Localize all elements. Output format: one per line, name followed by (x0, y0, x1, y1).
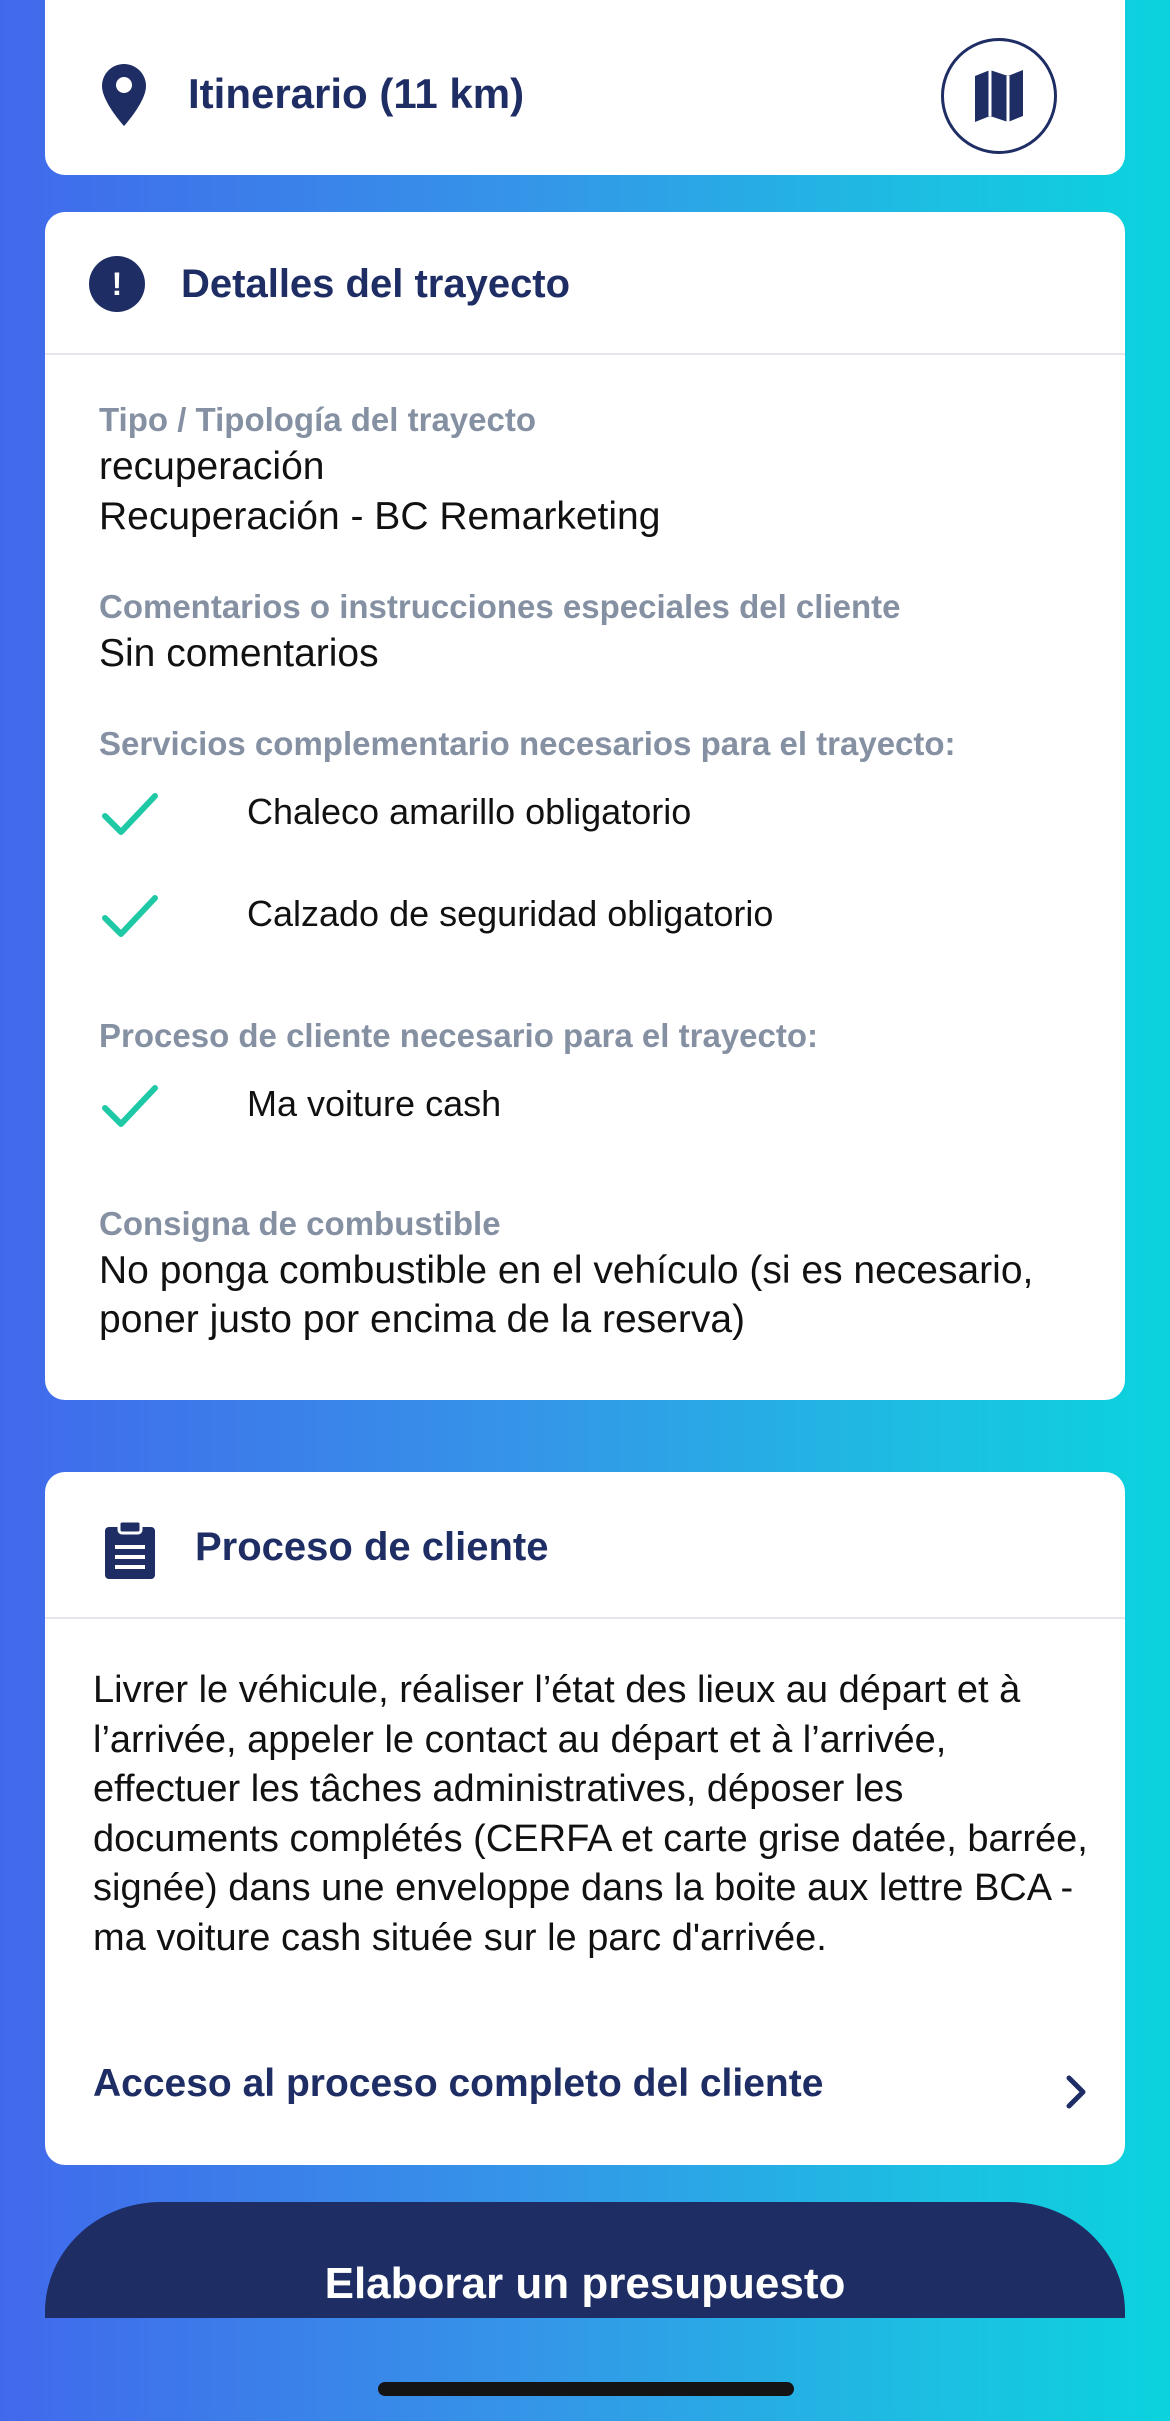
client-process-description: Livrer le véhicule, réaliser l’état des lieux au départ et à l’arrivée, appeler le contact au départ et à l’arrivée, effectuer les tâches administratives, déposer les documents complétés (CERFA et carte grise datée, barrée, signée) dans une enveloppe dans la boite aux lettre BCA - ma voiture cash située sur le parc d'arrivée. (93, 1669, 1088, 1959)
services-label: Servicios complementario necesarios para el trayecto: (99, 725, 956, 762)
comments-value: Sin comentarios (99, 632, 379, 675)
trip-details-title: Detalles del trayecto (181, 262, 571, 306)
full-client-process-link-label: Acceso al proceso completo del cliente (93, 2062, 824, 2105)
client-process-item-label: Ma voiture cash (247, 1083, 502, 1124)
client-process-label: Proceso de cliente necesario para el trayecto: (99, 1017, 818, 1054)
fuel-label: Consigna de combustible (99, 1205, 501, 1242)
client-process-card (45, 1472, 1125, 2165)
check-icon (99, 1080, 161, 1132)
create-quote-button[interactable]: Elaborar un presupuesto (45, 2202, 1125, 2318)
map-button[interactable] (941, 38, 1057, 154)
client-process-title: Proceso de cliente (195, 1525, 549, 1569)
fuel-value-line2: poner justo por encima de la reserva) (99, 1298, 745, 1341)
service-item-label: Calzado de seguridad obligatorio (247, 893, 774, 934)
route-label[interactable]: Itinerario (11 km) (188, 70, 525, 117)
chevron-right-icon (1063, 2072, 1091, 2112)
trip-type-subvalue: Recuperación - BC Remarketing (99, 495, 661, 538)
home-indicator[interactable] (378, 2382, 794, 2396)
client-process-header (45, 1472, 1125, 1619)
route-card (45, 0, 1125, 175)
clipboard-icon (101, 1519, 159, 1581)
fuel-value-line1: No ponga combustible en el vehículo (si es necesario, (99, 1249, 1034, 1292)
check-icon (99, 788, 161, 840)
map-icon (973, 68, 1025, 124)
location-pin-icon (100, 62, 148, 128)
list-item (99, 784, 999, 844)
comments-label: Comentarios o instrucciones especiales del cliente (99, 588, 901, 625)
alert-circle-icon: ! (89, 256, 145, 312)
list-item (99, 1076, 999, 1136)
check-icon (99, 890, 161, 942)
service-item-label: Chaleco amarillo obligatorio (247, 791, 692, 832)
trip-details-card (45, 212, 1125, 1400)
list-item (99, 886, 999, 946)
trip-type-value: recuperación (99, 445, 325, 488)
full-client-process-link[interactable] (93, 2050, 1093, 2120)
trip-details-header (45, 212, 1125, 355)
trip-type-label: Tipo / Tipología del trayecto (99, 401, 537, 438)
